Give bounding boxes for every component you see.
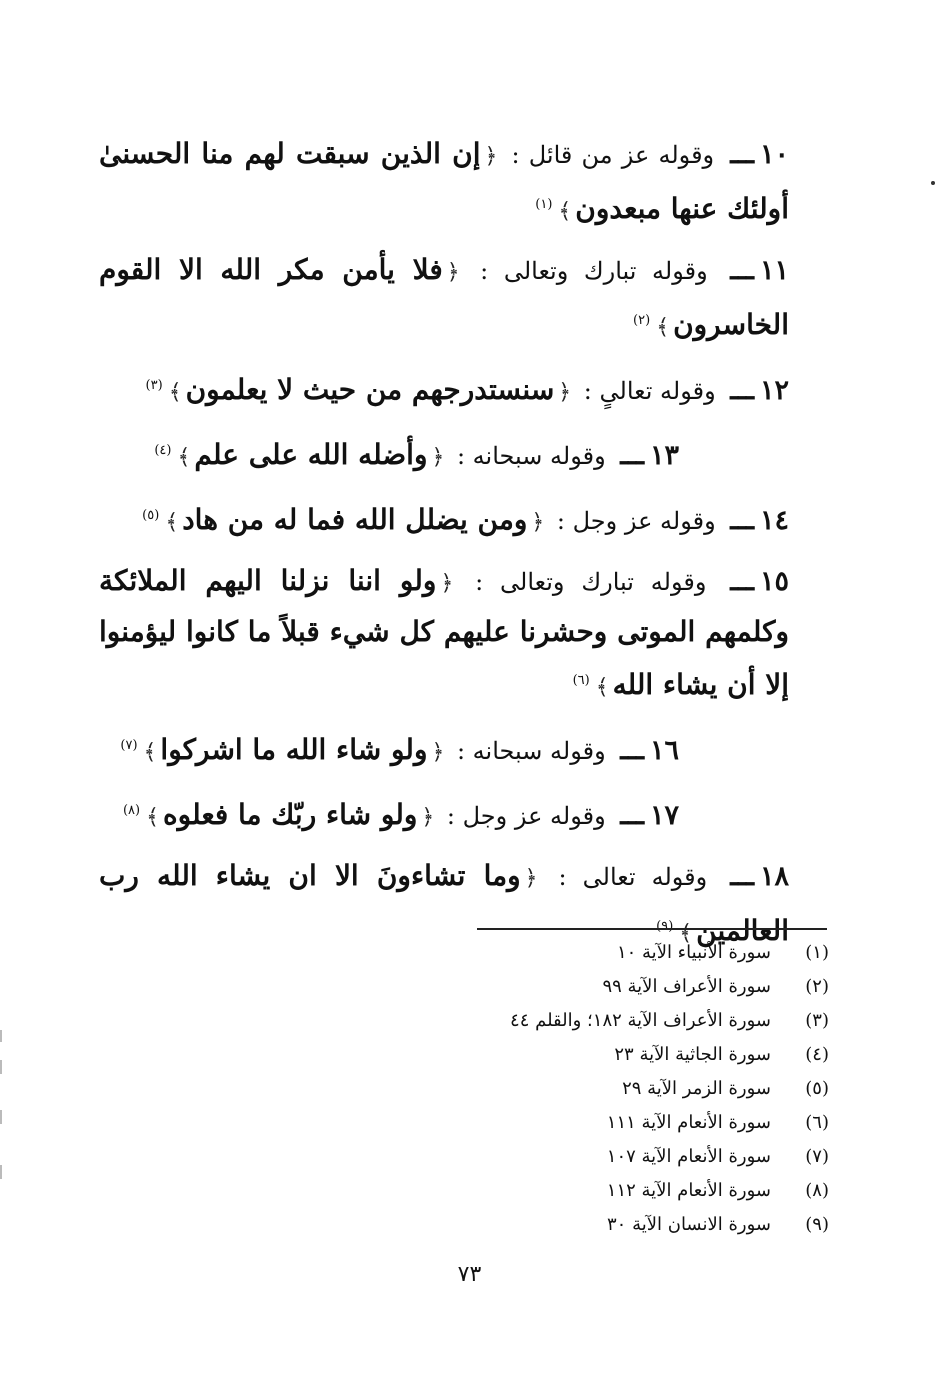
footnotes-list (429, 936, 829, 1242)
page-number: ٧٣ (457, 1262, 482, 1287)
footnote-ref: (٥) (142, 508, 160, 523)
close-bracket: ﴾ (595, 675, 609, 700)
footnote-ref: (٧) (120, 738, 138, 753)
verse-text: إن الذين سبقت لهم منا الحسنىٰ أولئك عنها مبعدون (99, 137, 789, 225)
entry-15 (99, 557, 789, 712)
footnote-text: سورة الجاثية الآية ٢٣ (614, 1044, 771, 1065)
footnote-ref: (٣) (145, 378, 163, 393)
entry-dash: ـــ (730, 566, 754, 597)
footnote-ref: (٤) (154, 443, 172, 458)
entry-intro: وقوله تعالىٍ : (583, 377, 716, 405)
close-bracket: ﴾ (165, 510, 179, 535)
entry-dash: ـــ (620, 800, 644, 831)
open-bracket: ﴿ (431, 445, 445, 470)
scan-margin-mark (0, 1110, 2, 1124)
entry-number: ١٧ (649, 800, 679, 831)
verse-text: وما تشاءونَ الا ان يشاء الله رب العالمين (99, 859, 789, 947)
footnote-item (429, 970, 829, 1004)
entry-dash: ـــ (730, 505, 754, 536)
footnote-number: (٤) (805, 1044, 829, 1065)
footnote-number: (٨) (805, 1180, 829, 1201)
footnote-ref: (٩) (656, 919, 674, 934)
footnote-item (429, 1004, 829, 1038)
footnote-item (429, 1140, 829, 1174)
footnote-item (429, 1038, 829, 1072)
entry-dash: ـــ (620, 440, 644, 471)
footnote-item (429, 936, 829, 970)
footnote-text: سورة الأنعام الآية ١٠٧ (606, 1146, 771, 1167)
entry-10 (99, 130, 789, 236)
entry-number: ١٥ (759, 566, 789, 597)
entry-dash: ـــ (730, 255, 754, 286)
entry-16 (99, 722, 789, 777)
open-bracket: ﴿ (421, 805, 435, 830)
close-bracket: ﴾ (558, 199, 572, 224)
footnote-number: (١) (805, 942, 829, 963)
footnote-text: سورة الأعراف الآية ١٨٢؛ والقلم ٤٤ (510, 1010, 771, 1031)
entry-intro: وقوله عز وجل : (446, 802, 606, 830)
footnote-ref: (١) (535, 197, 553, 212)
close-bracket: ﴾ (168, 380, 182, 405)
entry-number: ١٤ (759, 505, 789, 536)
verse-text: ولو شاء ربّك ما فعلوه (162, 798, 418, 831)
footnote-item (429, 1208, 829, 1242)
entry-dash: ـــ (620, 735, 644, 766)
entry-number: ١٠ (760, 139, 790, 170)
entry-intro: وقوله عز وجل : (556, 507, 716, 535)
footnote-text: سورة الأنعام الآية ١١٢ (606, 1180, 771, 1201)
footnote-separator (477, 928, 827, 930)
footnote-number: (٢) (805, 976, 829, 997)
verse-text: ومن يضلل الله فما له من هاد (182, 503, 528, 536)
entry-number: ١٨ (759, 861, 789, 892)
entry-intro: وقوله عز من قائل : (511, 141, 715, 169)
scan-dot-mark (931, 181, 935, 185)
footnote-number: (٣) (805, 1010, 829, 1031)
scan-margin-mark (0, 1165, 2, 1179)
open-bracket: ﴿ (440, 571, 454, 596)
entry-dash: ـــ (730, 861, 754, 892)
footnote-number: (٧) (805, 1146, 829, 1167)
entry-11 (99, 246, 789, 352)
entry-number: ١١ (759, 255, 789, 286)
verse-text: وأضله الله على علم (194, 438, 428, 471)
entry-intro: وقوله سبحانه : (456, 442, 606, 470)
verse-text: سنستدرجهم من حيث لا يعلمون (185, 373, 555, 406)
entry-dash: ـــ (730, 139, 754, 170)
entry-12 (99, 362, 789, 417)
open-bracket: ﴿ (446, 260, 460, 285)
scan-margin-mark (0, 1060, 2, 1074)
open-bracket: ﴿ (524, 866, 538, 891)
close-bracket: ﴾ (143, 740, 157, 765)
footnote-text: سورة الأنعام الآية ١١١ (606, 1112, 771, 1133)
verse-text: ولو اننا نزلنا اليهم الملائكة وكلمهم الموتى وحشرنا عليهم كل شيء قبلاً ما كانوا ليؤمنوا إلا أن يشاء الله (99, 564, 789, 701)
entry-14 (99, 492, 789, 547)
main-text-block (99, 130, 789, 968)
footnote-number: (٥) (805, 1078, 829, 1099)
footnote-ref: (٢) (633, 313, 651, 328)
footnote-item (429, 1174, 829, 1208)
entry-intro: وقوله تبارك وتعالى : (480, 257, 708, 285)
scan-margin-mark (0, 1030, 2, 1042)
entry-intro: وقوله تعالى : (558, 863, 708, 891)
footnote-text: سورة الأعراف الآية ٩٩ (602, 976, 771, 997)
entry-dash: ـــ (730, 375, 754, 406)
close-bracket: ﴾ (679, 921, 693, 946)
footnote-text: سورة الزمر الآية ٢٩ (622, 1078, 771, 1099)
close-bracket: ﴾ (177, 445, 191, 470)
entry-intro: وقوله تبارك وتعالى : (475, 568, 707, 596)
open-bracket: ﴿ (484, 144, 498, 169)
entry-number: ١٦ (649, 735, 679, 766)
open-bracket: ﴿ (431, 740, 445, 765)
entry-17 (99, 787, 789, 842)
footnote-text: سورة الانسان الآية ٣٠ (607, 1214, 771, 1235)
verse-text: فلا يأمن مكر الله الا القوم الخاسرون (99, 253, 789, 341)
entry-intro: وقوله سبحانه : (456, 737, 606, 765)
footnote-number: (٦) (805, 1112, 829, 1133)
footnote-text: سورة الأنبياء الآية ١٠ (616, 942, 771, 963)
verse-text: ولو شاء الله ما اشركوا (160, 733, 428, 766)
open-bracket: ﴿ (531, 510, 545, 535)
footnote-number: (٩) (805, 1214, 829, 1235)
footnote-item (429, 1106, 829, 1140)
open-bracket: ﴿ (558, 380, 572, 405)
entry-number: ١٢ (759, 375, 789, 406)
footnote-ref: (٨) (122, 803, 141, 818)
entry-number: ١٣ (649, 440, 679, 471)
footnote-ref: (٦) (572, 673, 590, 688)
close-bracket: ﴾ (656, 315, 670, 340)
footnote-item (429, 1072, 829, 1106)
entry-13 (99, 427, 789, 482)
close-bracket: ﴾ (146, 805, 159, 830)
